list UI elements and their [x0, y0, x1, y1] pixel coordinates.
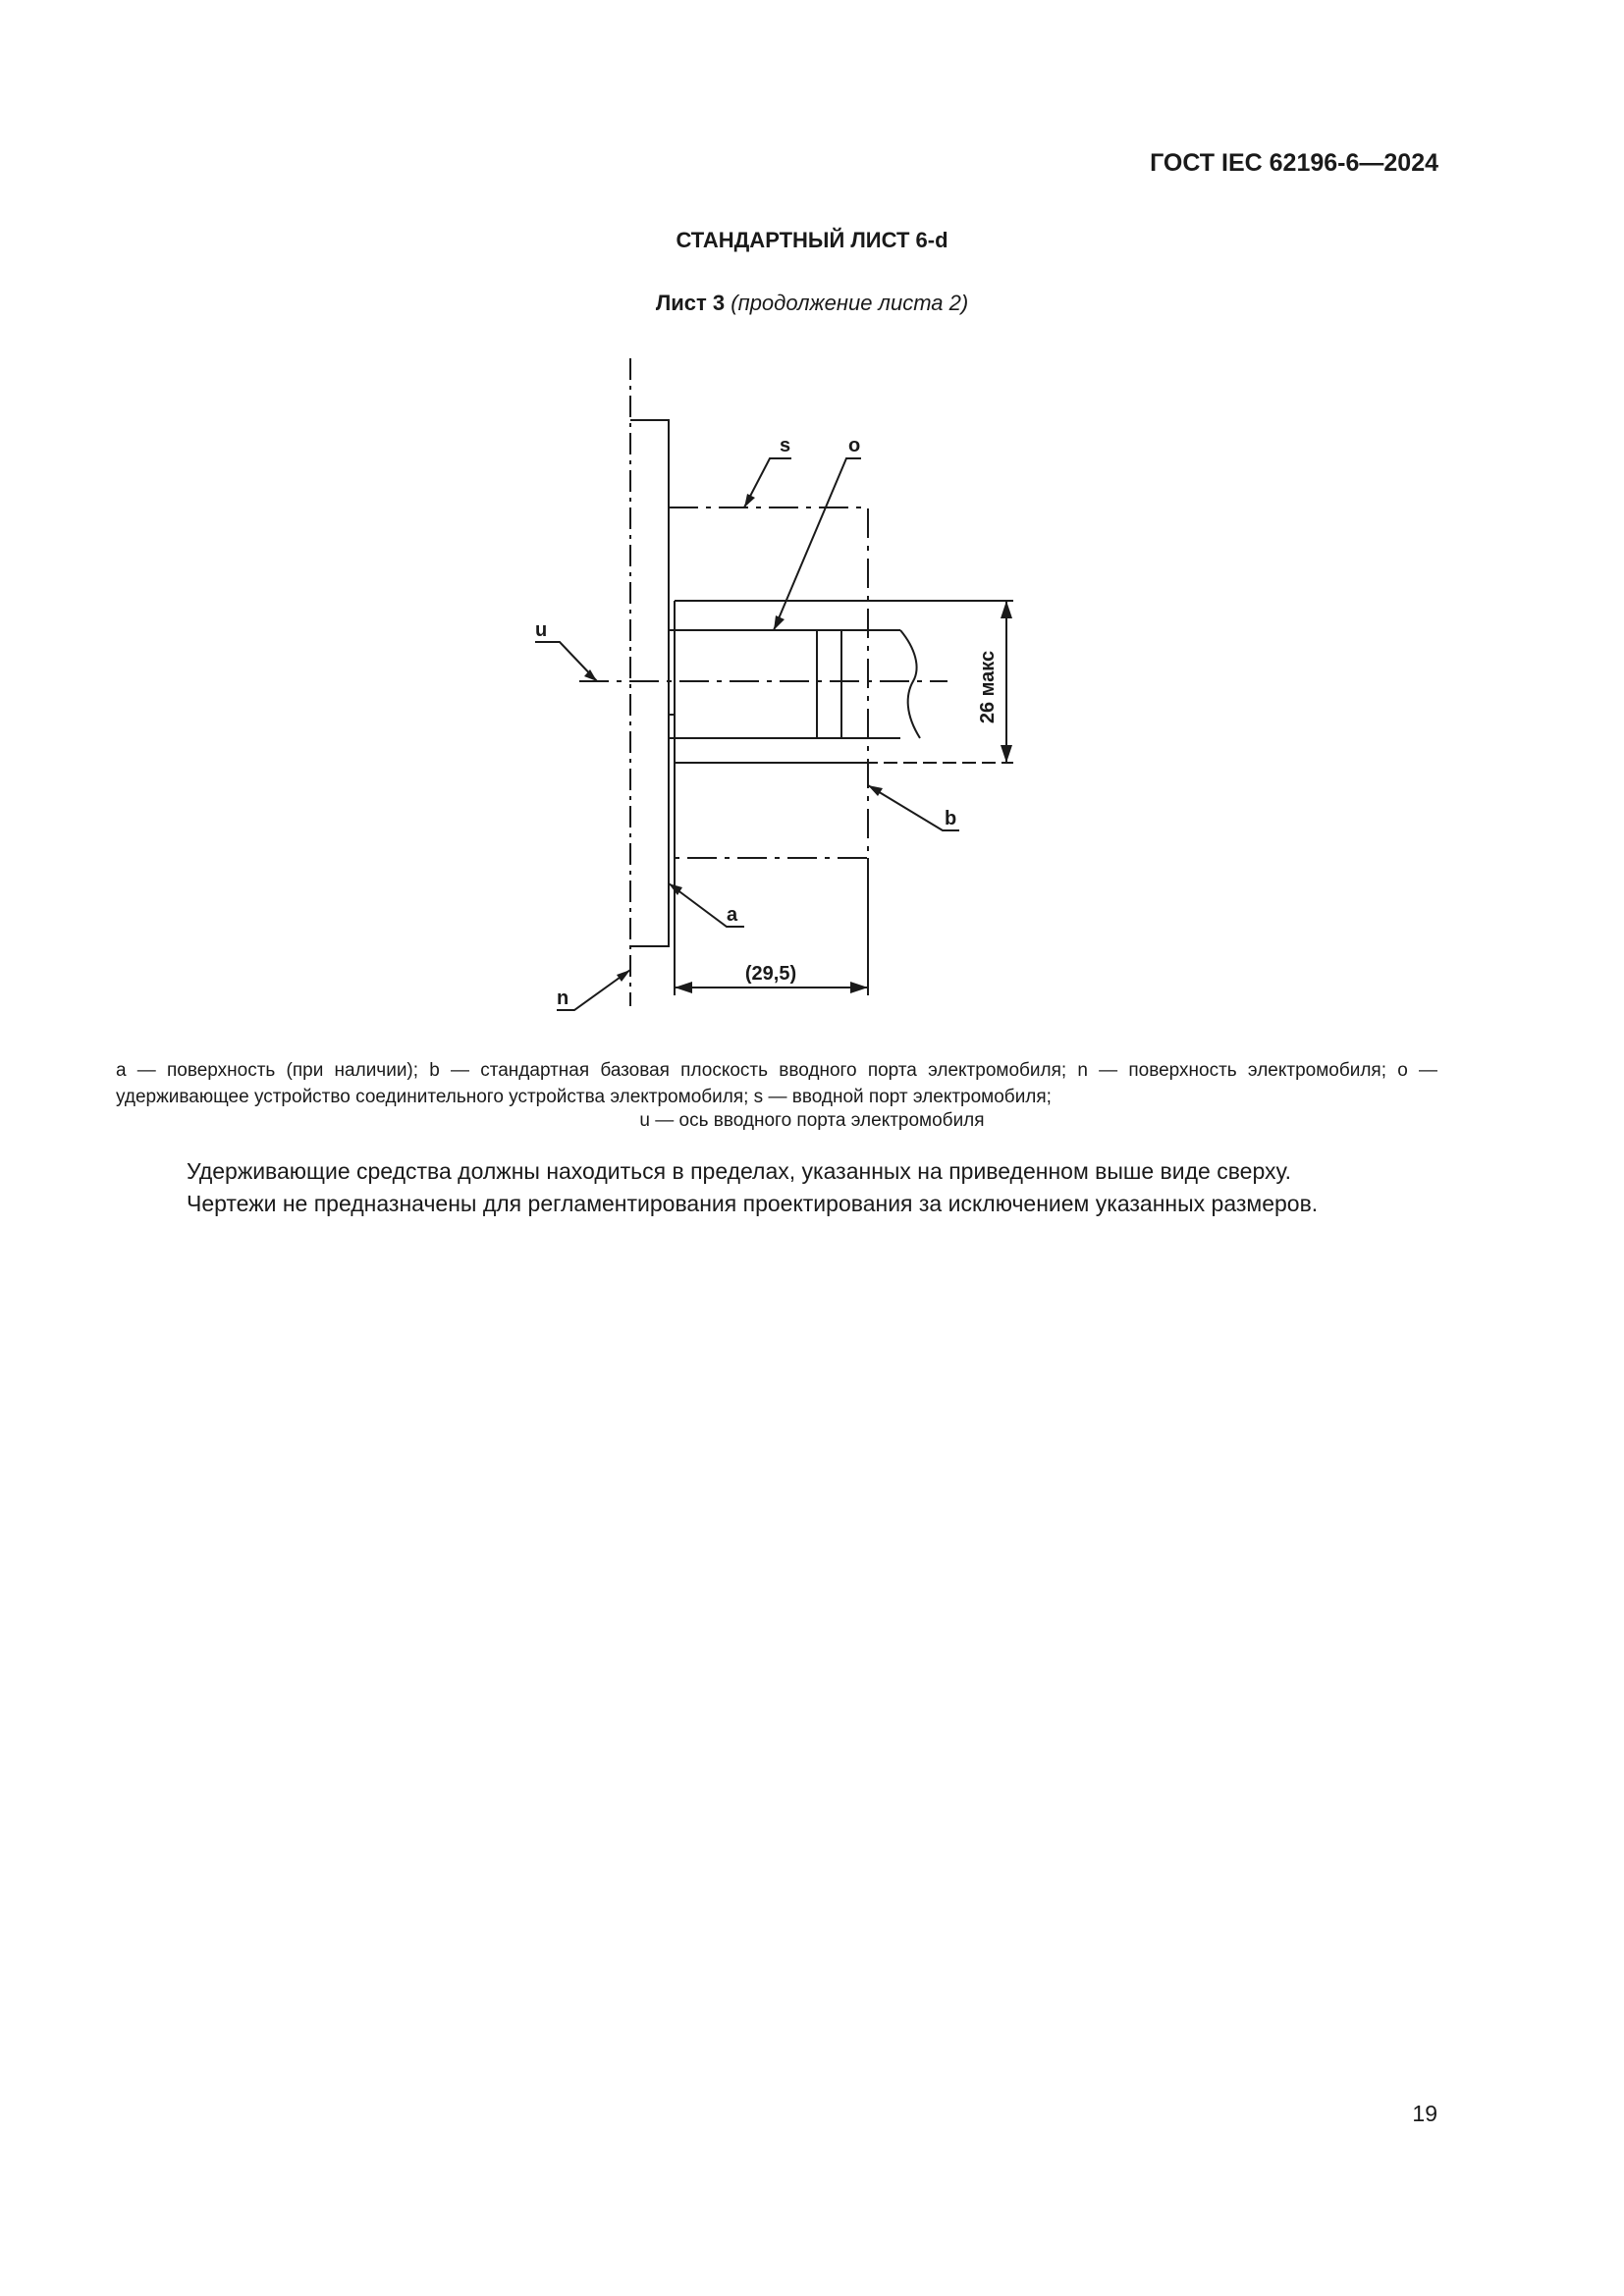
label-a: a [727, 904, 738, 926]
label-u: u [535, 619, 548, 641]
sheet-number: Лист 3 [655, 291, 726, 315]
legend-text: a — поверхность (при наличии); b — стандартная базовая плоскость вводного порта электромобиля; n — поверхность электромобиля; o — удерживающее устройство соединительного устройства электромобиля; s — вводной порт электромобиля; [116, 1060, 1437, 1107]
label-n: n [557, 988, 569, 1009]
dimension-26-max: 26 макс [977, 650, 999, 724]
surface-plate [630, 420, 669, 946]
technical-drawing [0, 0, 1624, 1041]
note-line-2: Чертежи не предназначены для регламентирования проектирования за исключением указанных размеров. [187, 1191, 1319, 1216]
label-b: b [945, 808, 957, 829]
page-number: 19 [1412, 2101, 1437, 2126]
legend-last-line: u — ось вводного порта электромобиля [639, 1110, 985, 1131]
break-line [900, 630, 920, 738]
sheet-title: СТАНДАРТНЫЙ ЛИСТ 6-d [676, 228, 948, 252]
note-line-1: Удерживающие средства должны находиться в пределах, указанных на приведенном выше виде сверху. [187, 1158, 1292, 1184]
dimension-29-5: (29,5) [744, 963, 797, 985]
document-id: ГОСТ IEC 62196-6—2024 [1150, 149, 1438, 177]
inlet-outline [669, 507, 868, 858]
label-o: o [848, 435, 861, 456]
sheet-continuation: (продолжение листа 2) [731, 291, 969, 315]
label-s: s [780, 435, 791, 456]
